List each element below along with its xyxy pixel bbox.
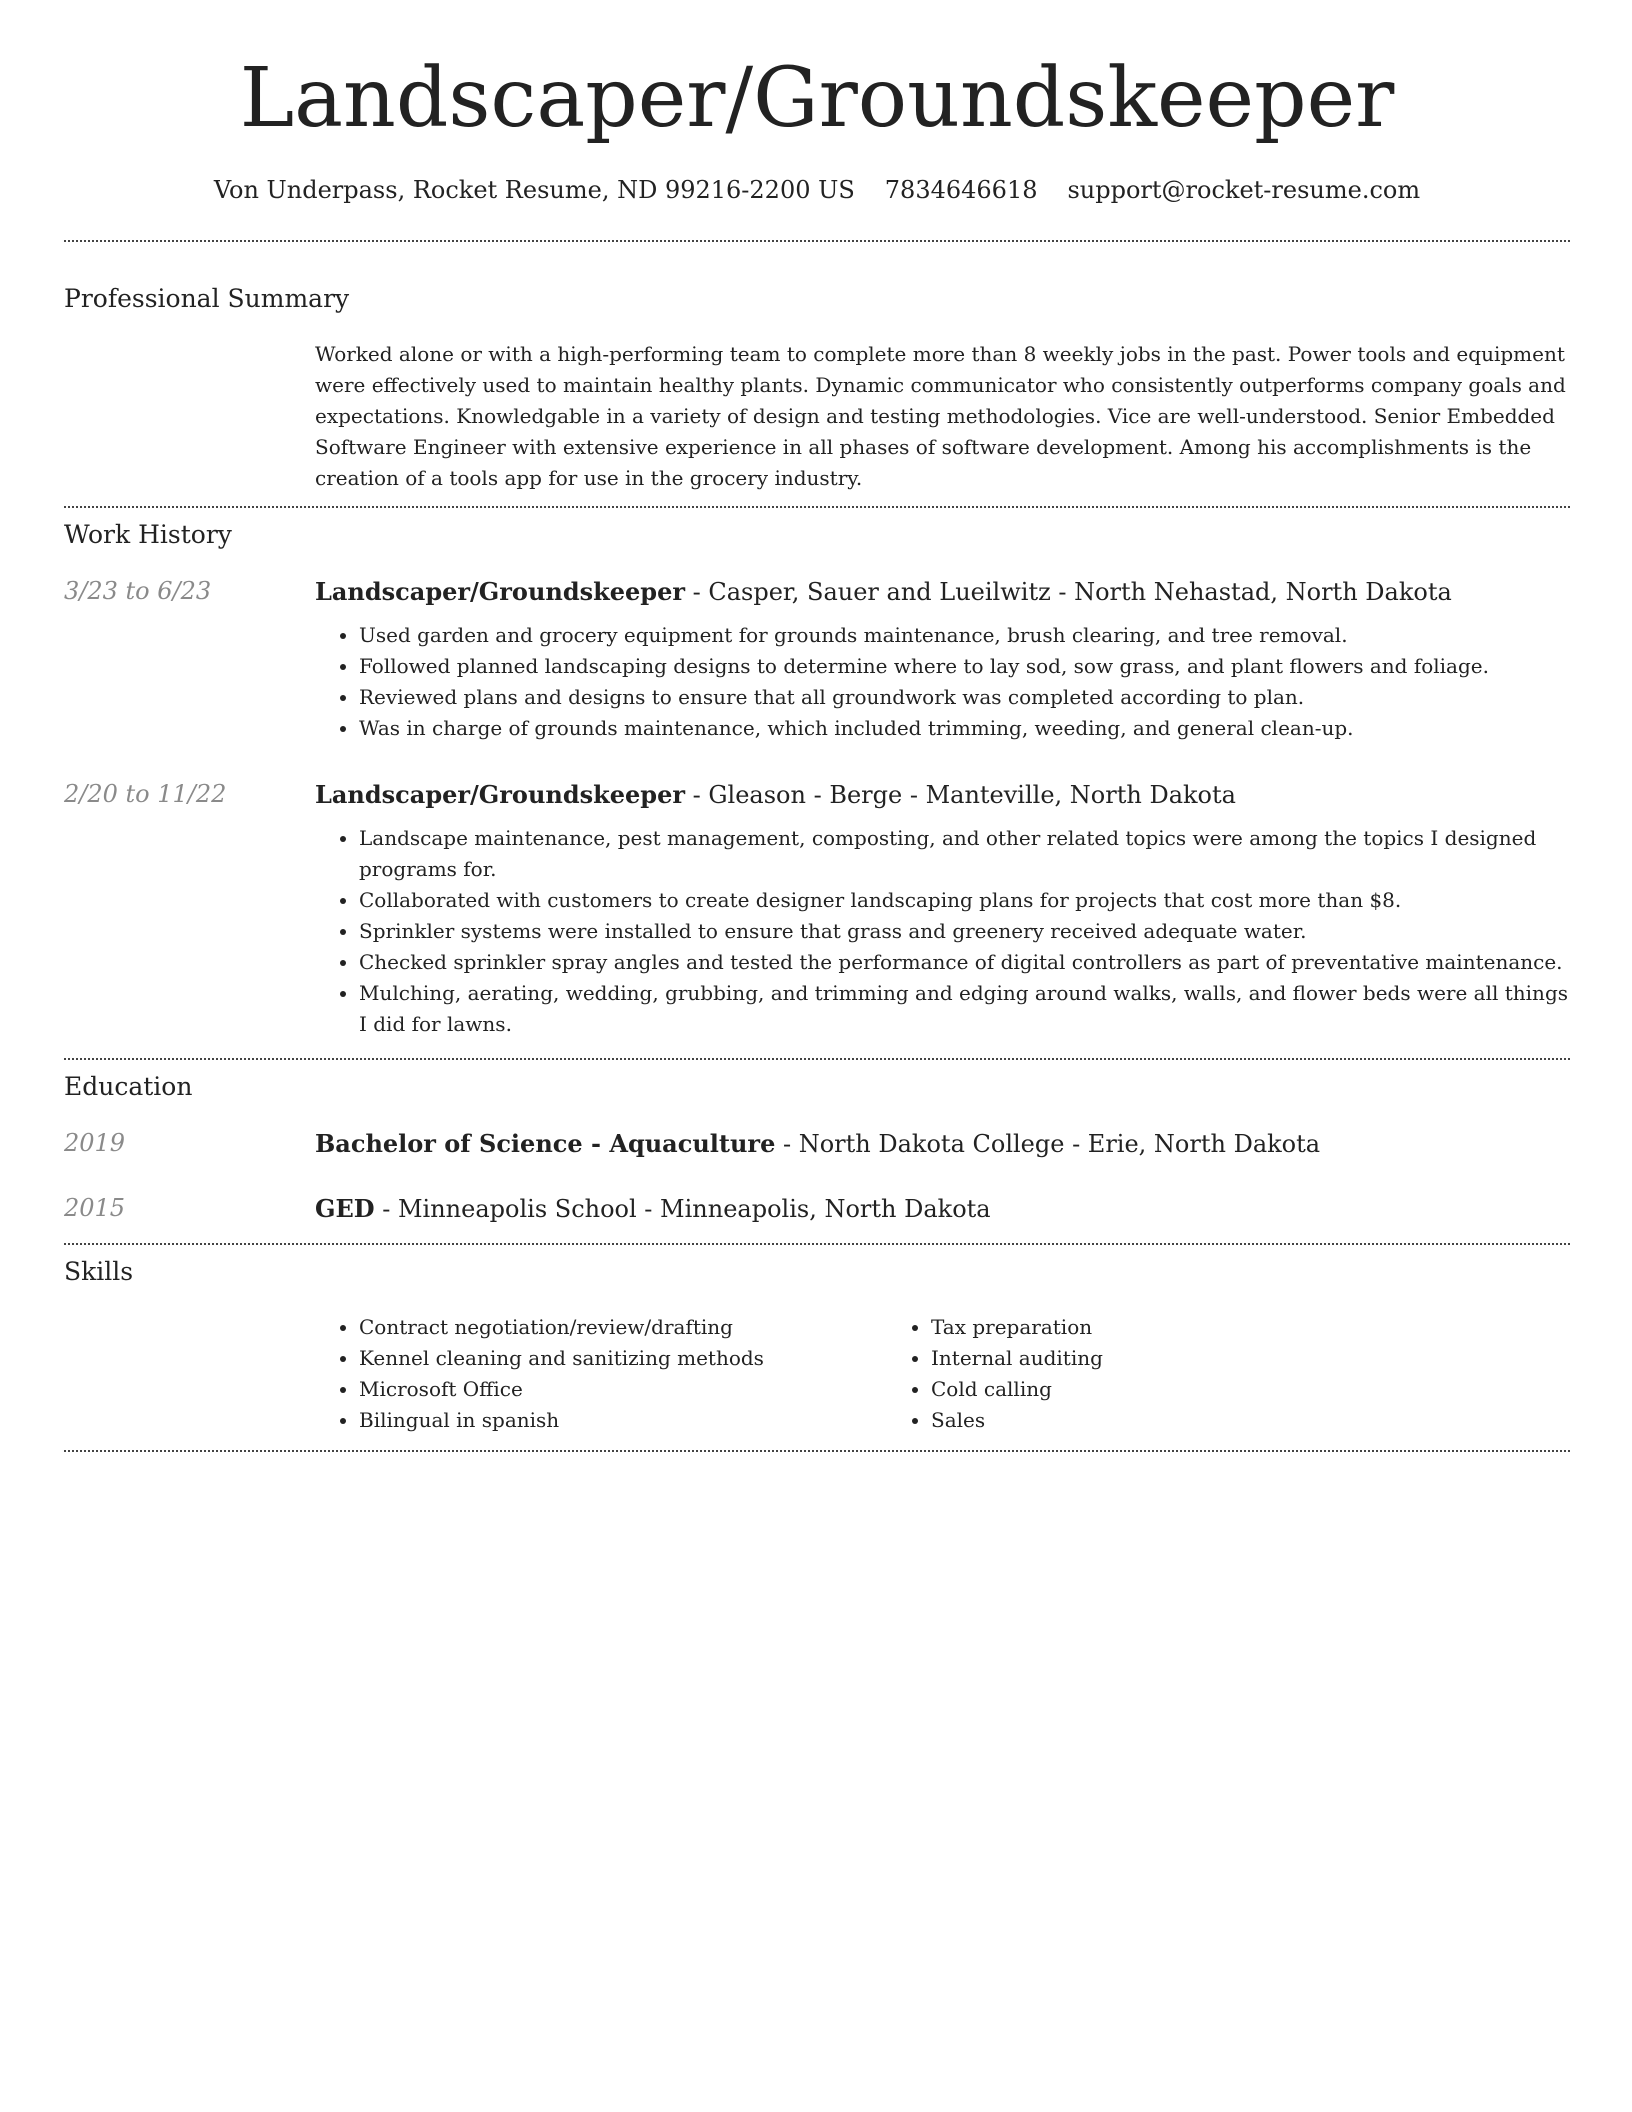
summary-section <box>64 284 1570 494</box>
education-title <box>315 1129 1570 1158</box>
education-year: 2019 <box>64 1129 126 1157</box>
list-item: • Cold calling <box>931 1374 1459 1405</box>
skills-list-left <box>315 1312 887 1436</box>
skills-list-right <box>887 1312 1459 1436</box>
job-title <box>315 780 1570 809</box>
list-item: • Followed planned landscaping designs to determine where to lay sod, sow grass, and plant flowers and foliage. <box>359 651 1570 682</box>
education-details: - North Dakota College - Erie, North Dakota <box>775 1130 1321 1158</box>
list-item: • Tax preparation <box>931 1312 1459 1343</box>
education-heading: Education <box>64 1072 193 1101</box>
education-details: - Minneapolis School - Minneapolis, North Dakota <box>374 1195 991 1223</box>
skills-columns <box>315 1312 1570 1436</box>
list-item: • Used garden and grocery equipment for grounds maintenance, brush clearing, and tree removal. <box>359 620 1570 651</box>
job-body <box>315 780 1570 1040</box>
list-item: • Was in charge of grounds maintenance, which included trimming, weeding, and general clean-up. <box>359 713 1570 744</box>
skills-heading: Skills <box>64 1257 134 1286</box>
work-history-heading: Work History <box>64 520 232 549</box>
resume-page <box>64 0 1570 1452</box>
job-bullets <box>315 620 1570 744</box>
list-item: • Mulching, aerating, wedding, grubbing, and trimming and edging around walks, walls, and flower beds were all things I did for lawns. <box>359 978 1570 1040</box>
list-item: • Internal auditing <box>931 1343 1459 1374</box>
work-history-section <box>64 520 1570 1040</box>
section-divider <box>64 240 1570 242</box>
contact-line <box>64 176 1570 204</box>
summary-row <box>64 339 1570 494</box>
job-title <box>315 577 1570 606</box>
list-item: • Microsoft Office <box>359 1374 887 1405</box>
list-item: • Contract negotiation/review/drafting <box>359 1312 887 1343</box>
section-divider <box>64 1058 1570 1060</box>
job-role: Landscaper/Groundskeeper <box>315 577 685 606</box>
skills-section <box>64 1257 1570 1436</box>
education-degree: GED <box>315 1194 375 1223</box>
education-body <box>315 1194 1570 1223</box>
section-divider <box>64 506 1570 508</box>
job-dates: 2/20 to 11/22 <box>64 780 227 808</box>
contact-phone: 7834646618 <box>884 176 1038 204</box>
job-role: Landscaper/Groundskeeper <box>315 780 685 809</box>
list-item: • Landscape maintenance, pest management, composting, and other related topics were among the topics I designed programs for. <box>359 823 1570 885</box>
contact-address: Von Underpass, Rocket Resume, ND 99216-2200 US <box>213 176 855 204</box>
list-item: • Reviewed plans and designs to ensure that all groundwork was completed according to plan. <box>359 682 1570 713</box>
job-body <box>315 577 1570 744</box>
list-item: • Kennel cleaning and sanitizing methods <box>359 1343 887 1374</box>
list-item: • Checked sprinkler spray angles and tested the performance of digital controllers as part of preventative maintenance. <box>359 947 1570 978</box>
education-title <box>315 1194 1570 1223</box>
education-section <box>64 1072 1570 1223</box>
job-entry <box>64 577 1570 744</box>
education-entry <box>64 1194 1570 1223</box>
skills-row <box>64 1312 1570 1436</box>
list-item: • Bilingual in spanish <box>359 1405 887 1436</box>
education-entry <box>64 1129 1570 1158</box>
job-details: - Casper, Sauer and Lueilwitz - North Nehastad, North Dakota <box>685 578 1452 606</box>
job-dates: 3/23 to 6/23 <box>64 577 212 605</box>
summary-text: Worked alone or with a high-performing team to complete more than 8 weekly jobs in the past. Power tools and equipment were effectively used to maintain healthy plants. Dynamic communicator who consistently outperforms company goals and expectations. Knowledgable in a variety of design and testing methodologies. Vice are well-understood. Senior Embedded Software Engineer with extensive experience in all phases of software development. Among his accomplishments is the creation of a tools app for use in the grocery industry. <box>315 342 1566 490</box>
contact-email: support@rocket-resume.com <box>1067 176 1421 204</box>
job-entry <box>64 780 1570 1040</box>
list-item: • Collaborated with customers to create designer landscaping plans for projects that cost more than $8. <box>359 885 1570 916</box>
summary-body <box>315 339 1570 494</box>
section-divider <box>64 1450 1570 1452</box>
list-item: • Sales <box>931 1405 1459 1436</box>
section-divider <box>64 1243 1570 1245</box>
education-degree: Bachelor of Science - Aquaculture <box>315 1129 776 1158</box>
education-body <box>315 1129 1570 1158</box>
job-details: - Gleason - Berge - Manteville, North Dakota <box>685 781 1236 809</box>
job-bullets <box>315 823 1570 1040</box>
list-item: • Sprinkler systems were installed to ensure that grass and greenery received adequate water. <box>359 916 1570 947</box>
candidate-name: Landscaper/Groundskeeper <box>239 51 1395 146</box>
education-year: 2015 <box>64 1194 126 1222</box>
summary-heading: Professional Summary <box>64 284 350 313</box>
